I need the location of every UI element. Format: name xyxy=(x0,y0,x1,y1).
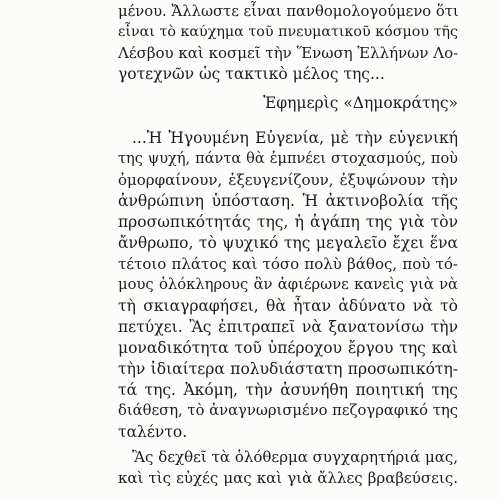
text-line: τὴ σκιαγραφήσει, θὰ ἦταν ἀδύνατο νὰ τὸ xyxy=(118,297,458,315)
text-line: μένου. Ἄλλωστε εἶναι πανθομολογούμενο ὅτι xyxy=(118,3,459,20)
text-line: της ψυχή, πάντα θὰ ἐμπνέει στοχασμούς, ποὺ xyxy=(118,151,458,167)
text-line: ταλέντο. xyxy=(118,423,188,441)
text-line: ἀνθρώπινη ὑπόσταση. Ἡ ἀκτινοβολία τῆς xyxy=(118,192,458,210)
text-line: εἶναι τὸ καύχημα τοῦ πνευματικοῦ κόσμου τῆς xyxy=(118,24,458,40)
text-line: διάθεση, τὸ ἀναγνωρισμένο πεζογραφικό της xyxy=(118,402,458,419)
text-line: καὶ τὶς εὐχές μας καὶ γιὰ ἄλλες βραβεύσεις. xyxy=(118,469,458,487)
text-line: τά της. Ἀκόμη, τὴν ἀσυνήθη ποιητική της xyxy=(118,381,458,399)
text-line: ἄνθρωπο, τὸ ψυχικό της μεγαλεῖο ἔχει ἕνα xyxy=(118,234,458,252)
text-line: Ἂς δεχθεῖ τὰ ὁλόθερμα συγχαρητήριά μας, xyxy=(132,448,458,466)
text-line: γοτεχνῶν ὡς τακτικὸ μέλος της... xyxy=(118,65,385,83)
quote-source: Ἐφημερὶς «Δημοκράτης» xyxy=(263,94,458,112)
text-line: προσωπικότητάς της, ἡ ἀγάπη της γιὰ τὸν xyxy=(118,213,458,231)
text-line: πετύχει. Ἂς ἐπιτραπεῖ νὰ ξανατονίσω τὴν xyxy=(118,318,458,336)
text-line: ...Ἡ Ἡγουμένη Εὐγενία, μὲ τὴν εὐγενική xyxy=(132,129,458,147)
text-line: τέτοιο πλάτος καὶ τόσο πολὺ βάθος, ποὺ τό- xyxy=(118,255,458,273)
text-line: μους ὁλόκληρους ἂν ἀφιέρωνε κανεὶς γιὰ νὰ xyxy=(118,276,458,293)
text-line: ὀμορφαίνουν, ἐξευγενίζουν, ἐξυψώνουν τὴν xyxy=(118,171,458,189)
text-line: Λέσβου καὶ κοσμεῖ τὴν Ἕνωση Ἑλλήνων Λο- xyxy=(118,44,459,62)
text-line: μοναδικότητα τοῦ ὑπέροχου ἔργου της καὶ xyxy=(118,339,458,357)
text-line: τὴν ἰδιαίτερα πολυδιάστατη προσωπικότη- xyxy=(118,360,458,378)
